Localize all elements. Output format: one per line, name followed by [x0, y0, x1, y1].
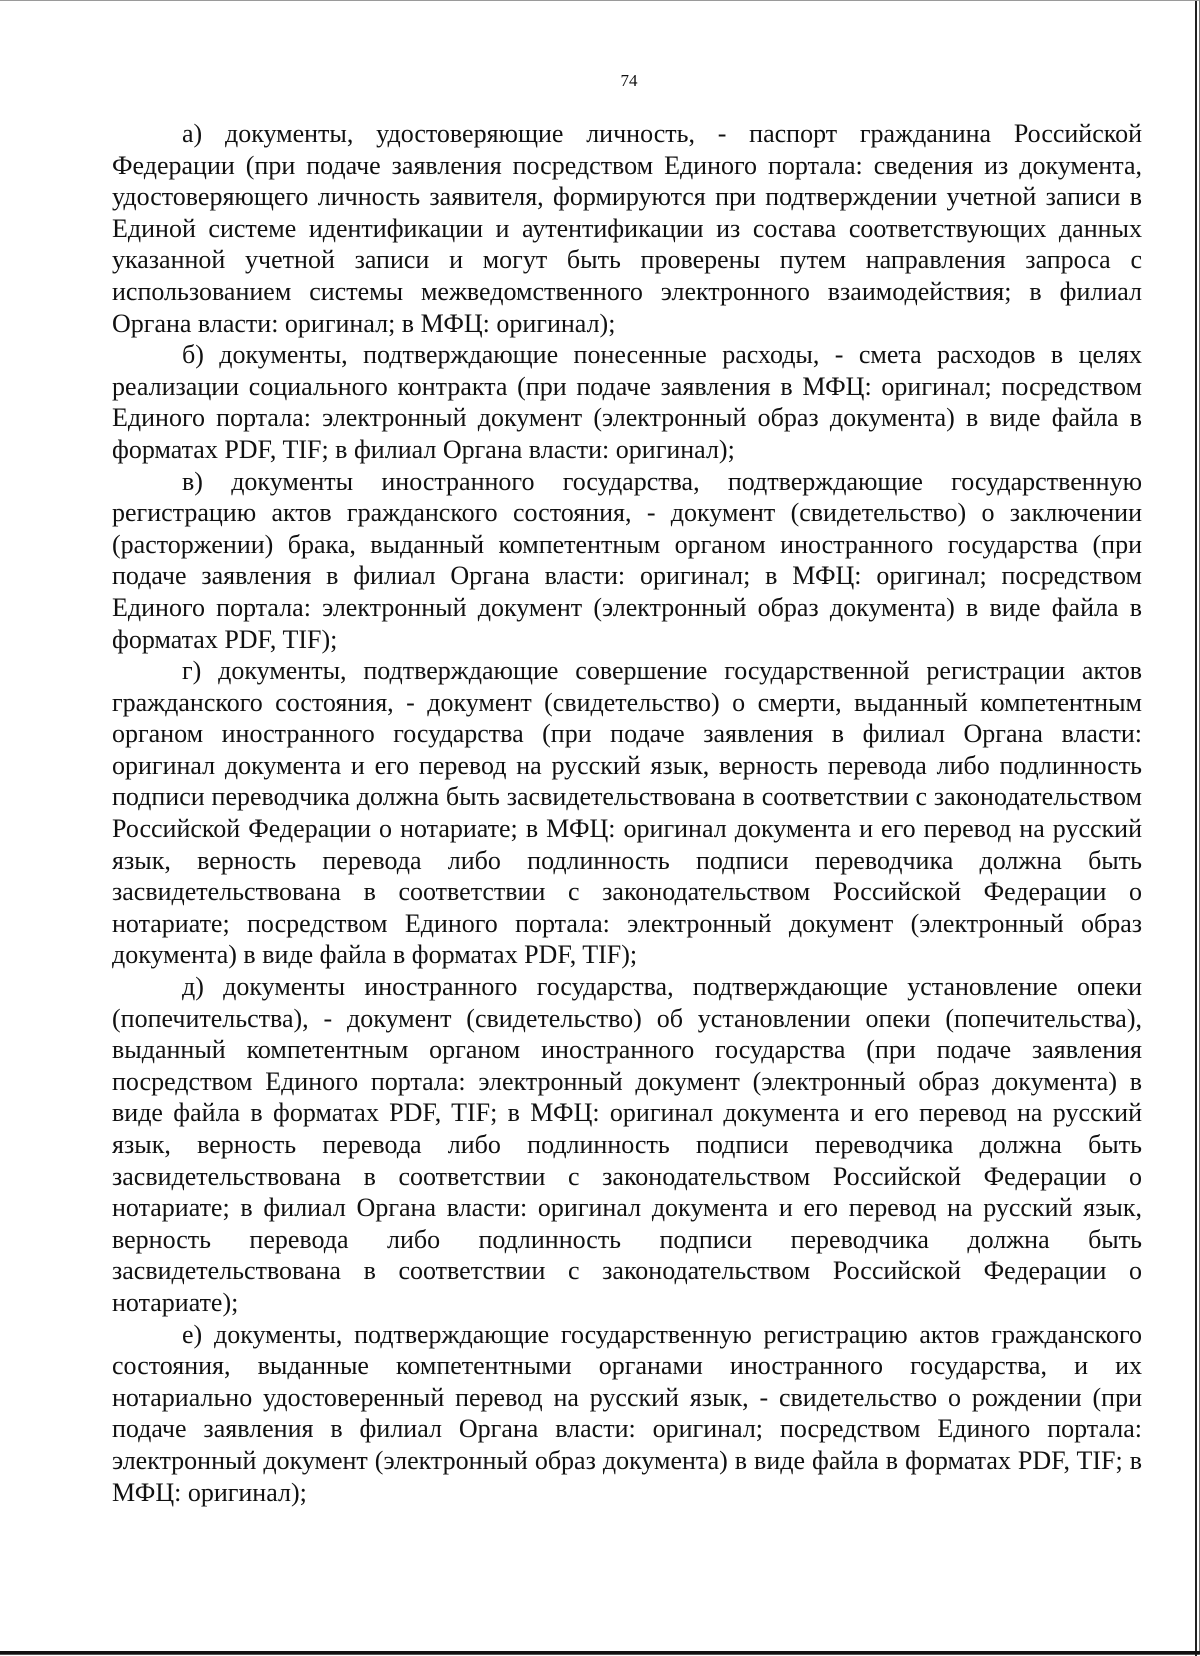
paragraph-g: г) документы, подтверждающие совершение государственной регистрации актов гражданского состояния, - документ (свидетельство) о смерти, выданный компетентным органом иностранного государства (при подаче заявления в филиал Органа власти: оригинал документа и его перевод на русский язык, верность перевода либо подлинность подписи переводчика должна быть засвидетельствована в соответствии с законодательством Российской Федерации о нотариате; в МФЦ: оригинал документа и его перевод на русский язык, верность перевода либо подлинность подписи переводчика должна быть засвидетельствована в соответствии с законодательством Российской Федерации о нотариате; посредством Единого портала: электронный документ (электронный образ документа) в виде файла в форматах PDF, TIF);: [112, 656, 1142, 970]
paragraph-d: д) документы иностранного государства, подтверждающие установление опеки (попечительства), - документ (свидетельство) об установлении опеки (попечительства), выданный компетентным органом иностранного государства (при подаче заявления посредством Единого портала: электронный документ (электронный образ документа) в виде файла в форматах PDF, TIF; в МФЦ: оригинал документа и его перевод на русский язык, верность перевода либо подлинность подписи переводчика должна быть засвидетельствована в соответствии с законодательством Российской Федерации о нотариате; в филиал Органа власти: оригинал документа и его перевод на русский язык, верность перевода либо подлинность подписи переводчика должна быть засвидетельствована в соответствии с законодательством Российской Федерации о нотариате);: [112, 972, 1142, 1317]
scan-edge-bottom: [0, 1651, 1200, 1654]
paragraph-a: а) документы, удостоверяющие личность, - паспорт гражданина Российской Федерации (при подаче заявления посредством Единого портала: сведения из документа, удостоверяющего личность заявителя, формируются при подтверждении учетной записи в Единой системе идентификации и аутентификации из состава соответствующих данных указанной учетной записи и могут быть проверены путем направления запроса с использованием системы межведомственного электронного взаимодействия; в филиал Органа власти: оригинал; в МФЦ: оригинал);: [112, 119, 1142, 338]
document-body: [112, 118, 1142, 1508]
page-number: 74: [620, 71, 638, 90]
paragraph-e: е) документы, подтверждающие государственную регистрацию актов гражданского состояния, выданные компетентными органами иностранного государства, и их нотариально удостоверенный перевод на русский язык, - свидетельство о рождении (при подаче заявления в филиал Органа власти: оригинал; посредством Единого портала: электронный документ (электронный образ документа) в виде файла в форматах PDF, TIF; в МФЦ: оригинал);: [112, 1319, 1142, 1507]
paragraph-b: б) документы, подтверждающие понесенные расходы, - смета расходов в целях реализации социального контракта (при подаче заявления в МФЦ: оригинал; посредством Единого портала: электронный документ (электронный образ документа) в виде файла в форматах PDF, TIF; в филиал Органа власти: оригинал);: [112, 340, 1142, 464]
paragraph-v: в) документы иностранного государства, подтверждающие государственную регистрацию актов гражданского состояния, - документ (свидетельство) о заключении (расторжении) брака, выданный компетентным органом иностранного государства (при подаче заявления в филиал Органа власти: оригинал; в МФЦ: оригинал; посредством Единого портала: электронный документ (электронный образ документа) в виде файла в форматах PDF, TIF);: [112, 466, 1142, 654]
scan-edge-right: [1195, 1, 1197, 1656]
